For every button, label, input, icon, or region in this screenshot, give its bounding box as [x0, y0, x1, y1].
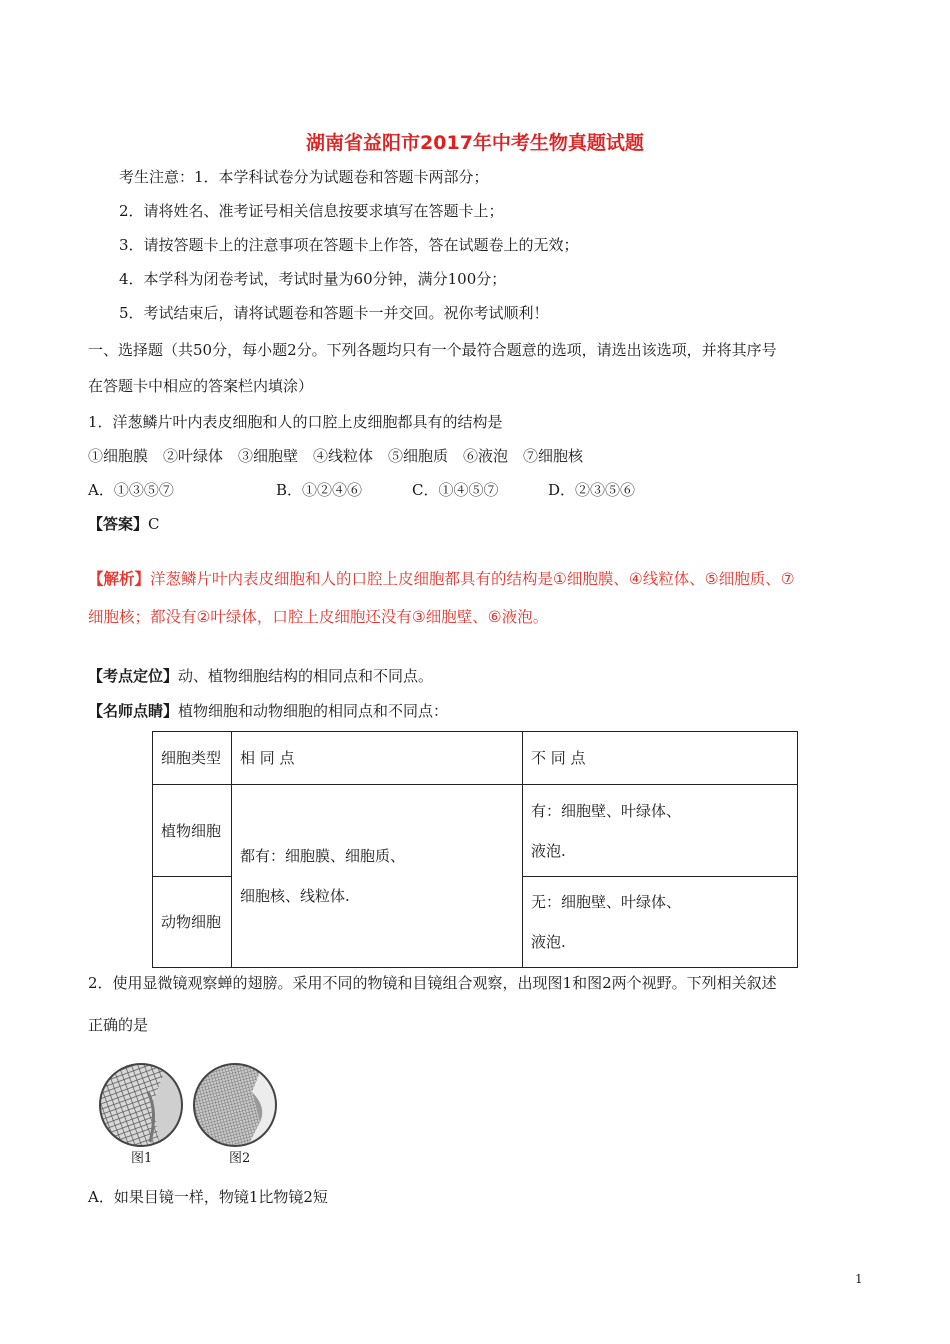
cell-comparison-table: [152, 731, 798, 968]
q1-option-d: D．②③⑤⑥: [548, 481, 636, 499]
notice-line-5: 5．考试结束后，请将试题卷和答题卡一并交回。祝你考试顺利！: [119, 304, 549, 322]
table-header-diff: 不 同 点: [523, 732, 798, 785]
q1-option-a: A．①③⑤⑦: [88, 481, 174, 499]
mingshi-text: 植物细胞和动物细胞的相同点和不同点：: [178, 702, 449, 720]
notice-line-1: 考生注意：1．本学科试卷分为试题卷和答题卡两部分；: [119, 168, 489, 186]
kaodian-label: 【考点定位】: [88, 667, 179, 685]
animal-diff-line-2: 液泡.: [531, 933, 566, 951]
notice-line-3: 3．请按答题卡上的注意事项在答题卡上作答，答在试题卷上的无效；: [119, 236, 579, 254]
animal-diff-line-1: 无：细胞壁、叶绿体、: [531, 893, 682, 911]
q2-stem-line-1: 2．使用显微镜观察蝉的翅膀。采用不同的物镜和目镜组合观察，出现图1和图2两个视野。下列相关叙述: [88, 974, 777, 992]
page-title: 湖南省益阳市2017年中考生物真题试题: [306, 132, 644, 154]
q1-option-c: C．①④⑤⑦: [412, 481, 499, 499]
plant-diff-line-2: 液泡.: [531, 841, 566, 860]
mingshi-label: 【名师点睛】: [88, 702, 179, 720]
q1-stem: 1．洋葱鳞片叶内表皮细胞和人的口腔上皮细胞都具有的结构是: [88, 413, 503, 431]
q1-mingshi: [88, 701, 448, 721]
analysis-text-1: 洋葱鳞片叶内表皮细胞和人的口腔上皮细胞都具有的结构是①细胞膜、④线粒体、⑤细胞质、⑦: [150, 570, 795, 588]
q1-answer: [88, 514, 160, 534]
q1-items: ①细胞膜 ②叶绿体 ③细胞壁 ④线粒体 ⑤细胞质 ⑥液泡 ⑦细胞核: [88, 447, 584, 465]
table-cell-animal-diff: [523, 877, 798, 968]
figure-2-caption: 图2: [229, 1151, 251, 1166]
figure-2-microscope-view: [192, 1062, 278, 1148]
q1-analysis-line-1: [88, 569, 795, 589]
table-cell-animal: 动物细胞: [153, 877, 232, 968]
plant-diff-line-1: 有：细胞壁、叶绿体、: [531, 801, 682, 820]
figure-1-microscope-view: [98, 1062, 184, 1148]
answer-label: 【答案】: [88, 515, 149, 533]
q1-kaodian: [88, 666, 433, 686]
table-header-type: 细胞类型: [153, 732, 232, 785]
table-cell-common: [232, 785, 523, 968]
q1-option-b: B．①②④⑥: [276, 481, 363, 499]
notice-line-2: 2．请将姓名、准考证号相关信息按要求填写在答题卡上；: [119, 202, 504, 220]
section-heading-line-2: 在答题卡中相应的答案栏内填涂）: [88, 377, 314, 395]
table-header-common: 相 同 点: [232, 732, 523, 785]
common-line-1: 都有：细胞膜、细胞质、: [240, 847, 406, 865]
table-cell-plant-diff: [523, 785, 798, 877]
notice-line-4: 4．本学科为闭卷考试，考试时量为60分钟，满分100分；: [119, 270, 507, 288]
q2-option-a: A．如果目镜一样，物镜1比物镜2短: [88, 1188, 328, 1206]
analysis-label: 【解析】: [88, 570, 151, 588]
figure-1-caption: 图1: [131, 1151, 153, 1166]
section-heading-line-1: 一、选择题（共50分，每小题2分。下列各题均只有一个最符合题意的选项，请选出该选项，并将其序号: [88, 341, 777, 359]
kaodian-text: 动、植物细胞结构的相同点和不同点。: [178, 667, 434, 685]
table-cell-plant: 植物细胞: [153, 785, 232, 877]
q1-analysis-line-2: 细胞核；都没有②叶绿体，口腔上皮细胞还没有③细胞壁、⑥液泡。: [88, 608, 549, 626]
common-line-2: 细胞核、线粒体.: [240, 887, 350, 905]
page-number: 1: [855, 1272, 863, 1286]
q2-stem-line-2: 正确的是: [88, 1016, 149, 1034]
answer-value: C: [148, 515, 160, 533]
